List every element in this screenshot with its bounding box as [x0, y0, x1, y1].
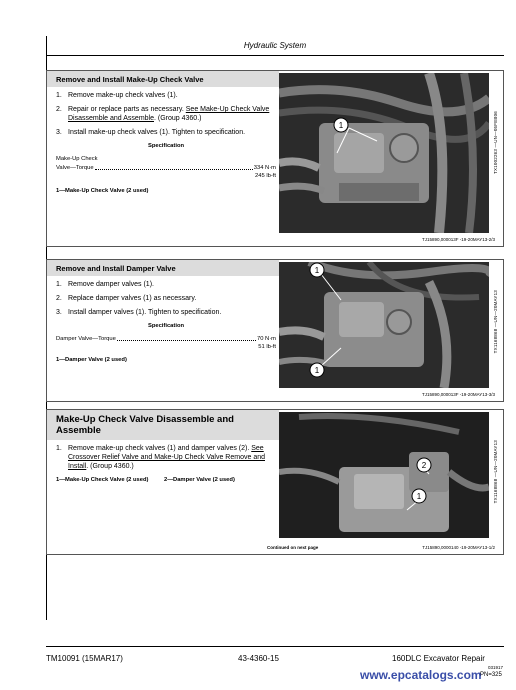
- page-header: [46, 36, 504, 56]
- spec-row: Valve—Torque 334 N·m: [56, 165, 276, 171]
- step: 1. Remove damper valves (1).: [56, 281, 154, 288]
- image-id: TX1168868 —UN—20MAY13: [493, 440, 498, 504]
- figure-caption: 2—Damper Valve (2 used): [164, 477, 235, 483]
- section-body: [56, 280, 276, 364]
- figure-caption: 1—Make-Up Check Valve (2 used): [56, 477, 149, 483]
- step: 2. Replace damper valves (1) as necessary.: [56, 295, 197, 302]
- step: 1. Remove make-up check valves (1) and damper valves (2). See Crossover Relief Valve and Make-Up Check Valve Remove and Install. (Group 4360.): [56, 445, 265, 470]
- valve-photo: [279, 412, 489, 538]
- valve-photo: [279, 73, 489, 233]
- section-title: Remove and Install Damper Valve: [56, 264, 176, 273]
- watermark: www.epcatalogs.com: [360, 668, 482, 682]
- cross-reference-link[interactable]: See Crossover Relief Valve and Make-Up Check Valve Remove and Install: [68, 445, 265, 470]
- section-title: Remove and Install Make-Up Check Valve: [56, 75, 204, 84]
- spec-heading: Specification: [147, 323, 185, 329]
- doc-code: TJ15890,000013F -19-20MAY13-3/3: [422, 392, 495, 397]
- callout-2: 2: [421, 461, 427, 470]
- spec-alt-value: 245 lb-ft: [255, 173, 276, 179]
- callout-1: 1: [314, 366, 320, 375]
- section-makeup-check-disassemble: [46, 409, 504, 555]
- section-body: [56, 444, 276, 484]
- spec-row: Damper Valve—Torque 70 N·m: [56, 336, 276, 342]
- step: 2. Repair or replace parts as necessary. See Make-Up Check Valve Disassemble and Assemble. (Group 4360.): [56, 106, 270, 122]
- spec-heading: Specification: [147, 143, 185, 149]
- callout-1: 1: [416, 492, 422, 501]
- continued-note: Continued on next page: [267, 545, 319, 550]
- doc-code: TJ15890,000013F -19-20MAY13-2/3: [422, 237, 495, 242]
- figure-caption: 1—Make-Up Check Valve (2 used): [56, 188, 149, 194]
- section-body: [56, 91, 276, 195]
- spec-label: Make-Up Check: [56, 156, 98, 162]
- step: 3. Install damper valves (1). Tighten to specification.: [56, 309, 222, 316]
- spec-alt-value: 51 lb-ft: [258, 344, 276, 350]
- step: 3. Install make-up check valves (1). Tighten to specification.: [56, 129, 246, 136]
- callout-1: 1: [338, 121, 344, 130]
- figure-caption: 1—Damper Valve (2 used): [56, 357, 127, 363]
- section-makeup-check-valve: [46, 70, 504, 247]
- footer-right: 160DLC Excavator Repair: [392, 654, 485, 663]
- footer-pn: PN=325: [480, 672, 502, 678]
- section-damper-valve: [46, 259, 504, 402]
- section-title: Make-Up Check Valve Disassemble and Assemble: [56, 414, 234, 436]
- image-id: TX1168868 —UN—20MAY13: [493, 290, 498, 354]
- caption-row: [56, 477, 276, 484]
- footer-rule: [46, 646, 504, 647]
- image-id: TX1002263 —UN—05FEB06: [493, 111, 498, 174]
- footer-left: TM10091 (15MAR17): [46, 654, 123, 663]
- valve-photo: [279, 262, 489, 388]
- step: 1. Remove make-up check valves (1).: [56, 92, 178, 99]
- callout-1: 1: [314, 266, 320, 275]
- header-title: Hydraulic System: [243, 41, 307, 50]
- header-rule: [46, 55, 504, 56]
- footer-date: 031917: [488, 665, 504, 670]
- doc-code: TJ15890,0000140 -19-20MAY13-1/2: [422, 545, 495, 550]
- cross-reference-link[interactable]: See Make-Up Check Valve Disassemble and Assemble: [68, 106, 270, 122]
- footer-center: 43-4360-15: [238, 654, 279, 663]
